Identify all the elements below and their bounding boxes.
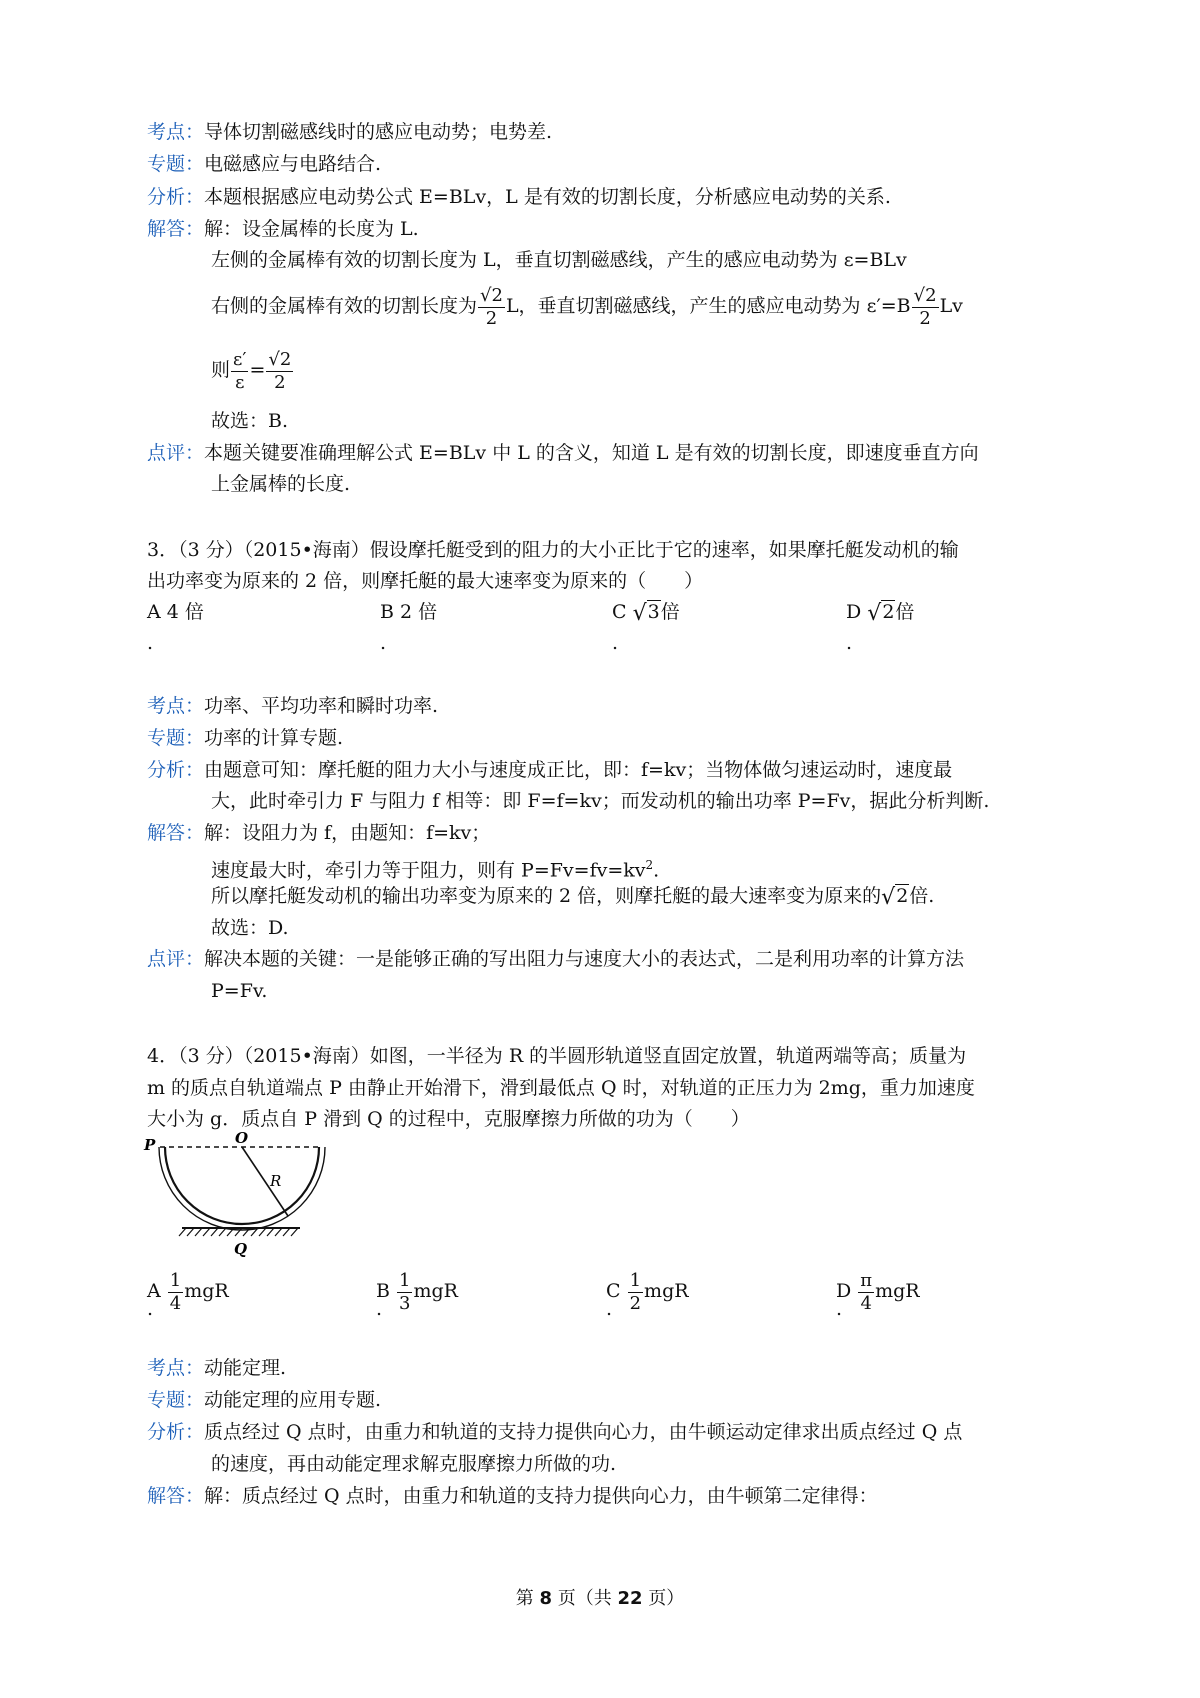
fraction-denominator: 4 bbox=[860, 1292, 872, 1314]
q3-fenxi-line bbox=[147, 758, 952, 782]
q2-dianping-line bbox=[147, 441, 979, 465]
q4-zhuanti-line bbox=[147, 1388, 381, 1412]
q3-zhuanti-text: 功率的计算专题. bbox=[204, 727, 344, 749]
option-suffix: 倍 bbox=[660, 601, 680, 623]
total-page-count: 22 bbox=[617, 1588, 643, 1609]
q2-jieda-text-3a: 右侧的金属棒有效的切割长度为 bbox=[211, 295, 478, 317]
option-dot: . bbox=[846, 632, 853, 654]
q3-answer-line: 故选：D. bbox=[211, 917, 289, 939]
option-tail: mgR bbox=[413, 1280, 458, 1302]
q2-jieda-text-3c: Lv bbox=[939, 295, 963, 317]
emf-ratio-fraction bbox=[231, 348, 248, 393]
q2-fenxi-text: 本题根据感应电动势公式 E=BLv，L 是有效的切割长度，分析感应电动势的关系. bbox=[204, 186, 891, 208]
sqrt-2: √2 bbox=[867, 601, 895, 626]
fraction-denominator: 3 bbox=[399, 1292, 411, 1314]
option-suffix: 倍 bbox=[895, 601, 915, 623]
sqrt2-over-2-fraction bbox=[478, 284, 505, 329]
q2-ratio-prefix: 则 bbox=[211, 359, 231, 381]
q3-jieda-text-2: 速度最大时，牵引力等于阻力，则有 P=Fv=fv=kv bbox=[211, 859, 646, 882]
option-dot: . bbox=[376, 1298, 383, 1320]
q3-dianping-text-1: 解决本题的关键：一是能够正确的写出阻力与速度大小的表达式，二是利用功率的计算方法 bbox=[204, 948, 965, 970]
footer-suffix: 页） bbox=[642, 1588, 685, 1609]
q3-option-d bbox=[846, 600, 914, 626]
option-letter: C bbox=[606, 1280, 621, 1302]
q3-fenxi-line-2: 大，此时牵引力 F 与阻力 f 相等：即 F=f=kv；而发动机的输出功率 P=Fv，据此分析判断. bbox=[211, 790, 990, 812]
option-tail: mgR bbox=[644, 1280, 689, 1302]
q3-zhuanti-line bbox=[147, 726, 343, 750]
radicand: 2 bbox=[896, 885, 909, 907]
option-letter: A bbox=[147, 1280, 161, 1302]
label-O: O bbox=[235, 1130, 249, 1147]
kaodian-label: 考点： bbox=[147, 121, 205, 143]
q2-dianping-text-1: 本题关键要准确理解公式 E=BLv 中 L 的含义，知道 L 是有效的切割长度，即速度垂直方向 bbox=[204, 442, 979, 464]
q2-jieda-text-1: 解：设金属棒的长度为 L. bbox=[204, 218, 419, 240]
q3-fenxi-text-1: 由题意可知：摩托艇的阻力大小与速度成正比，即：f=kv；当物体做匀速运动时，速度最 bbox=[204, 759, 953, 781]
q2-jieda-line-2: 左侧的金属棒有效的切割长度为 L，垂直切割磁感线，产生的感应电动势为 ε=BLv bbox=[211, 249, 907, 271]
sqrt2-over-2-fraction-b bbox=[912, 284, 939, 329]
fraction-denominator: ε bbox=[235, 371, 245, 393]
option-dot: . bbox=[606, 1298, 613, 1320]
equals-sign: = bbox=[249, 359, 266, 381]
option-dot: . bbox=[836, 1298, 843, 1320]
sqrt-2: √2 bbox=[881, 885, 909, 910]
q3-option-b: B 2 倍 bbox=[380, 601, 438, 623]
jieda-label: 解答： bbox=[147, 822, 205, 844]
option-tail: mgR bbox=[184, 1280, 229, 1302]
option-tail: mgR bbox=[875, 1280, 920, 1302]
fraction-numerator: 1 bbox=[399, 1269, 411, 1291]
fraction-numerator: √2 bbox=[913, 284, 937, 306]
q3-stem-line-1: 3．（3 分）（2015•海南）假设摩托艇受到的阻力的大小正比于它的速率，如果摩托艇发动机的输 bbox=[147, 539, 959, 561]
q2-kaodian-line bbox=[147, 120, 552, 144]
q2-jieda-text-3b: L，垂直切割磁感线，产生的感应电动势为 ε′=B bbox=[505, 295, 911, 317]
q4-option-d bbox=[836, 1266, 920, 1316]
option-dot: . bbox=[612, 632, 619, 654]
q3-option-a: A 4 倍 bbox=[147, 601, 204, 623]
footer-middle: 页（共 bbox=[552, 1588, 618, 1609]
q2-zhuanti-text: 电磁感应与电路结合. bbox=[204, 153, 382, 175]
q4-option-c bbox=[606, 1266, 689, 1316]
q3-option-c bbox=[612, 600, 680, 626]
fenxi-label: 分析： bbox=[147, 759, 205, 781]
option-letter: D bbox=[846, 601, 862, 623]
sqrt2-over-2-result bbox=[266, 348, 293, 393]
fenxi-label: 分析： bbox=[147, 186, 205, 208]
pi-quarter-fraction bbox=[858, 1269, 874, 1314]
one-quarter-fraction bbox=[168, 1269, 183, 1314]
q3-stem-line-2: 出功率变为原来的 2 倍，则摩托艇的最大速率变为原来的（ ） bbox=[147, 570, 704, 592]
semicircle-track-inner bbox=[165, 1147, 319, 1224]
kaodian-label: 考点： bbox=[147, 695, 205, 717]
superscript: 2 bbox=[645, 858, 654, 872]
zhuanti-label: 专题： bbox=[147, 153, 205, 175]
option-dot: . bbox=[380, 632, 387, 654]
one-half-fraction bbox=[628, 1269, 643, 1314]
q4-stem-line-1: 4．（3 分）（2015•海南）如图，一半径为 R 的半圆形轨道竖直固定放置，轨道两端等高；质量为 bbox=[147, 1045, 967, 1067]
fraction-denominator: 2 bbox=[629, 1292, 642, 1314]
fraction-denominator: 2 bbox=[274, 371, 286, 393]
option-letter: D bbox=[836, 1280, 852, 1302]
q4-stem-line-3: 大小为 g．质点自 P 滑到 Q 的过程中，克服摩擦力所做的功为（ ） bbox=[147, 1108, 750, 1130]
q2-ratio-line bbox=[211, 342, 294, 398]
option-dot: . bbox=[147, 1298, 154, 1320]
fenxi-label: 分析： bbox=[147, 1421, 205, 1443]
zhuanti-label: 专题： bbox=[147, 1389, 205, 1411]
jieda-label: 解答： bbox=[147, 1485, 205, 1507]
option-letter: B bbox=[376, 1280, 390, 1302]
semicircle-track-figure bbox=[140, 1130, 340, 1260]
q4-stem-line-2: m 的质点自轨道端点 P 由静止开始滑下，滑到最低点 Q 时，对轨道的正压力为 2mg，重力加速度 bbox=[147, 1077, 975, 1099]
semicircle-track-outer bbox=[159, 1147, 325, 1230]
q2-jieda-line bbox=[147, 217, 419, 241]
dianping-label: 点评： bbox=[147, 948, 205, 970]
q4-zhuanti-text: 动能定理的应用专题. bbox=[204, 1389, 382, 1411]
ground-hatching bbox=[179, 1228, 298, 1236]
fraction-denominator: 4 bbox=[169, 1292, 182, 1314]
sqrt-3: √3 bbox=[632, 601, 660, 626]
q4-option-b bbox=[376, 1266, 458, 1316]
q2-fenxi-line bbox=[147, 185, 891, 209]
one-third-fraction bbox=[397, 1269, 412, 1314]
q3-dianping-line-2: P=Fv. bbox=[211, 980, 268, 1002]
q3-jieda-line-3 bbox=[211, 884, 934, 910]
q4-kaodian-text: 动能定理. bbox=[204, 1357, 287, 1379]
q4-fenxi-line bbox=[147, 1420, 962, 1444]
option-letter: C bbox=[612, 601, 627, 623]
zhuanti-label: 专题： bbox=[147, 727, 205, 749]
q3-dianping-line bbox=[147, 947, 964, 971]
fraction-numerator: 1 bbox=[169, 1269, 182, 1291]
q4-fenxi-text-1: 质点经过 Q 点时，由重力和轨道的支持力提供向心力，由牛顿运动定律求出质点经过 Q 点 bbox=[204, 1421, 963, 1443]
q4-kaodian-line bbox=[147, 1356, 286, 1380]
page-footer bbox=[0, 1584, 1200, 1610]
q3-jieda-text-3b: 倍. bbox=[909, 885, 935, 907]
q2-dianping-line-2: 上金属棒的长度. bbox=[211, 473, 351, 495]
period: . bbox=[653, 859, 660, 882]
kaodian-label: 考点： bbox=[147, 1357, 205, 1379]
q3-kaodian-text: 功率、平均功率和瞬时功率. bbox=[204, 695, 439, 717]
q4-fenxi-line-2: 的速度，再由动能定理求解克服摩擦力所做的功. bbox=[211, 1453, 617, 1475]
fraction-denominator: 2 bbox=[485, 307, 498, 329]
fraction-numerator: π bbox=[860, 1269, 873, 1291]
q3-jieda-text-1: 解：设阻力为 f，由题知：f=kv； bbox=[204, 822, 491, 844]
fraction-numerator: ε′ bbox=[233, 348, 247, 370]
label-R: R bbox=[270, 1172, 282, 1190]
fraction-denominator: 2 bbox=[919, 307, 931, 329]
jieda-label: 解答： bbox=[147, 218, 205, 240]
fraction-numerator: √2 bbox=[268, 348, 292, 370]
q4-jieda-line bbox=[147, 1484, 878, 1508]
dianping-label: 点评： bbox=[147, 442, 205, 464]
option-dot: . bbox=[147, 632, 154, 654]
current-page-number: 8 bbox=[539, 1588, 552, 1609]
q3-kaodian-line bbox=[147, 694, 438, 718]
q2-kaodian-text: 导体切割磁感线时的感应电动势；电势差. bbox=[204, 121, 553, 143]
radicand: 2 bbox=[882, 601, 895, 623]
q3-jieda-text-3a: 所以摩托艇发动机的输出功率变为原来的 2 倍，则摩托艇的最大速率变为原来的 bbox=[211, 885, 882, 907]
fraction-numerator: √2 bbox=[480, 284, 503, 306]
footer-prefix: 第 bbox=[515, 1588, 540, 1609]
q3-jieda-line-2 bbox=[211, 853, 659, 882]
label-Q: Q bbox=[234, 1240, 248, 1258]
label-P: P bbox=[144, 1136, 156, 1154]
q4-option-a bbox=[147, 1266, 229, 1316]
q2-jieda-line-3 bbox=[211, 278, 963, 334]
q3-jieda-line bbox=[147, 821, 490, 845]
radicand: 3 bbox=[647, 601, 660, 623]
fraction-numerator: 1 bbox=[629, 1269, 642, 1291]
q2-zhuanti-line bbox=[147, 152, 381, 176]
q4-jieda-text-1: 解：质点经过 Q 点时，由重力和轨道的支持力提供向心力，由牛顿第二定律得： bbox=[204, 1485, 878, 1507]
q2-answer-line: 故选：B. bbox=[211, 410, 289, 432]
